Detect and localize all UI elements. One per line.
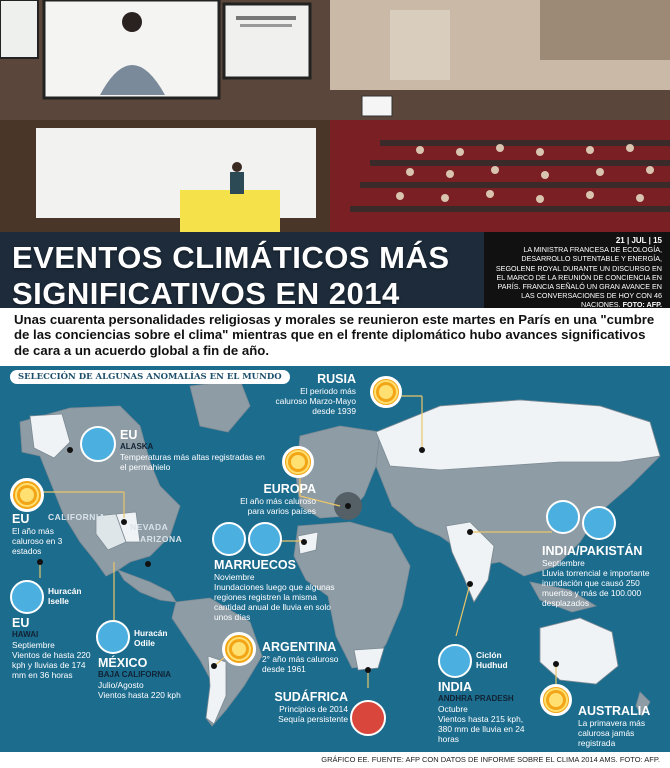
event-europa-region: EUROPA <box>263 482 316 496</box>
hurricane-icon <box>96 620 130 654</box>
event-australia-region: AUSTRALIA <box>578 704 651 718</box>
conference-photo <box>0 0 670 232</box>
photo-caption <box>484 232 670 308</box>
event-hawai-text: Vientos de hasta 220 kph y lluvias de 174 mm en 36 horas <box>12 650 91 680</box>
place-california: CALIFORNIA <box>48 512 106 522</box>
event-hawai-region: EU <box>12 616 30 630</box>
rain-cloud-icon <box>248 522 282 556</box>
event-argentina-region: ARGENTINA <box>262 640 337 654</box>
waves-icon <box>212 522 246 556</box>
event-alaska-text: Temperaturas más altas registradas en el permahielo <box>120 452 265 472</box>
caption-date: 21 | JUL | 15 <box>615 236 662 245</box>
event-mexico-region: MÉXICO <box>98 656 148 670</box>
conference-photo-art <box>0 0 670 232</box>
event-india <box>438 680 538 744</box>
event-sudafrica <box>262 690 348 724</box>
event-india-date: Octubre <box>438 704 468 714</box>
storm-hudhud: Ciclón Hudhud <box>476 650 508 670</box>
event-sudafrica-text: Sequía persistente <box>278 714 348 724</box>
event-rusia-text: El periodo más caluroso Marzo-Mayo desde 1939 <box>275 386 356 416</box>
event-marruecos-region: MARRUECOS <box>214 558 296 572</box>
event-europa-text: El año más caluroso para varios países <box>240 496 316 516</box>
caption-credit: FOTO: AFP. <box>622 300 662 310</box>
cyclone-icon <box>438 644 472 678</box>
caption-text: LA MINISTRA FRANCESA DE ECOLOGÍA, DESARROLLO SUTENTABLE Y ENERGÍA, SEGOLENE ROYAL DURANTE UN DISCURSO EN EL MARCO DE LA REUNIÓN DE CONCIENCIA EN PARÍS. FRANCIA SEÑALÓ UN GRAN AVANCE EN LAS CONVERSACIONES DE HOY CON 46 NACIONES. <box>495 245 662 310</box>
storm-odile: Huracán Odile <box>134 628 168 648</box>
lead-paragraph: Unas cuarenta personalidades religiosas y morales se reunieron este martes en París en una "cumbre de las conciencias sobre el clima" mientras que en el frente diplomático hubo avances significativos de cara a un acuerdo global a fin de año. <box>14 312 655 358</box>
event-eu-california-region: EU <box>12 512 30 526</box>
map-section-title: SELECCIÓN DE ALGUNAS ANOMALÍAS EN EL MUNDO <box>10 370 290 384</box>
event-rusia <box>270 372 356 416</box>
waves-icon <box>582 506 616 540</box>
event-india-pakistan-date: Septiembre <box>542 558 585 568</box>
event-alaska <box>120 428 270 472</box>
footer-credits: GRÁFICO EE. FUENTE: AFP CON DATOS DE INFORME SOBRE EL CLIMA 2014 AMS. FOTO: AFP. <box>321 755 660 764</box>
event-rusia-region: RUSIA <box>317 372 356 386</box>
event-sudafrica-region: SUDÁFRICA <box>274 690 348 704</box>
event-india-pakistan-region: INDIA/PAKISTÁN <box>542 544 643 558</box>
event-india-text: Vientos hasta 215 kph, 380 mm de lluvia en 24 horas <box>438 714 525 744</box>
event-mexico-text: Vientos hasta 220 kph <box>98 690 181 700</box>
event-eu-california <box>12 512 82 556</box>
event-argentina-text: 2° año más caluroso desde 1961 <box>262 654 339 674</box>
event-mexico-sub: BAJA CALIFORNIA <box>98 670 172 679</box>
event-hawai-sub: HAWAI <box>12 630 39 639</box>
event-mexico <box>98 656 198 700</box>
event-australia <box>578 704 666 748</box>
sun-icon <box>222 632 256 666</box>
event-sudafrica-date: Principios de 2014 <box>279 704 348 714</box>
event-marruecos-text: Inundaciones luego que algunas regiones registren la misma cantidad anual de lluvia en solo unos días <box>214 582 335 622</box>
event-hawai <box>12 616 94 680</box>
event-hawai-date: Septiembre <box>12 640 55 650</box>
title-line-2: SIGNIFICATIVOS EN 2014 <box>12 276 400 311</box>
event-india-pakistan-text: Lluvia torrencial e importante inundación que causó 250 muertos y más de 100.000 desplazados <box>542 568 650 608</box>
event-mexico-date: Julio/Agosto <box>98 680 144 690</box>
hurricane-icon <box>10 580 44 614</box>
event-alaska-sub: ALASKA <box>120 442 154 451</box>
event-europa <box>230 482 316 516</box>
mountain-icon <box>80 426 116 462</box>
rain-cloud-icon <box>546 500 580 534</box>
place-nevada: NEVADA <box>130 522 169 532</box>
page-title <box>12 240 482 312</box>
event-marruecos <box>214 558 338 622</box>
event-eu-california-text: El año más caluroso en 3 estados <box>12 526 63 556</box>
place-arizona: ARIZONA <box>140 534 183 544</box>
event-alaska-region: EU <box>120 428 138 442</box>
event-india-pakistan <box>542 544 668 608</box>
event-india-region: INDIA <box>438 680 473 694</box>
sun-icon <box>282 446 314 478</box>
title-line-1: EVENTOS CLIMÁTICOS MÁS <box>12 240 450 275</box>
event-argentina <box>262 640 362 674</box>
storm-iselle: Huracán Iselle <box>48 586 82 606</box>
drought-icon <box>350 700 386 736</box>
event-india-sub: ANDHRA PRADESH <box>438 694 514 703</box>
sun-icon <box>10 478 44 512</box>
event-australia-text: La primavera más calurosa jamás registrada <box>578 718 646 748</box>
sun-icon <box>370 376 402 408</box>
event-marruecos-date: Noviembre <box>214 572 255 582</box>
sun-icon <box>540 684 572 716</box>
